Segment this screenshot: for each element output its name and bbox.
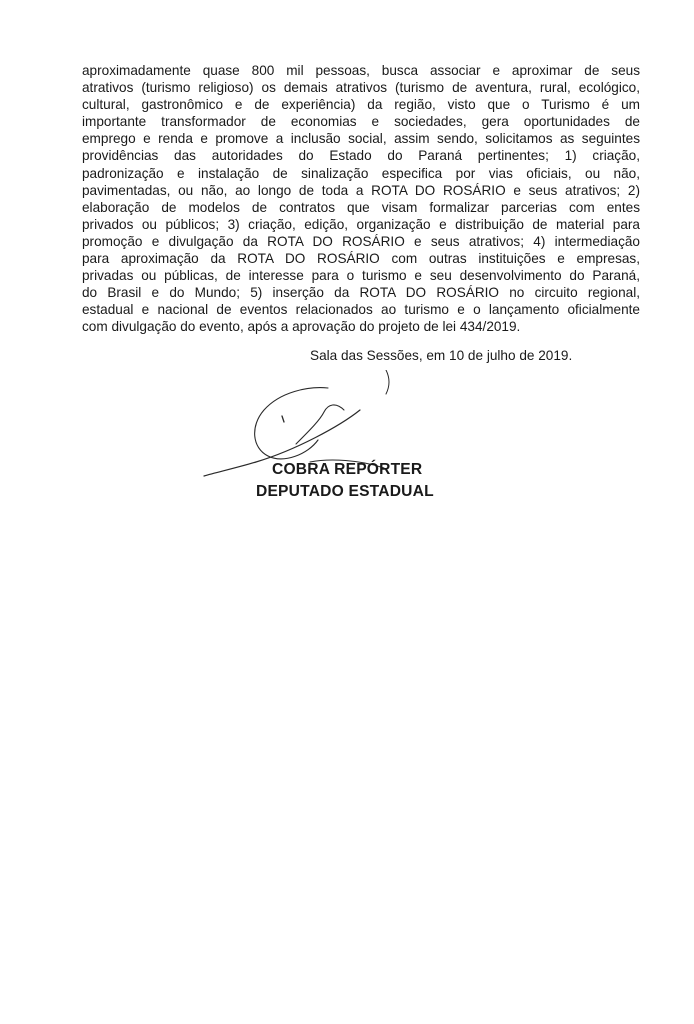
body-line: privadas ou públicas, de interesse para o turismo e seu desenvolvimento do Paraná, [82,268,640,284]
body-line: elaboração de modelos de contratos que visam formalizar parcerias com entes [82,199,640,215]
body-line: com divulgação do evento, após a aprovação do projeto de lei 434/2019. [82,319,521,335]
body-line: privados ou públicos; 3) criação, edição, organização e distribuição de material para [82,216,640,232]
signatory-name: COBRA REPÓRTER [272,461,423,478]
body-line: providências das autoridades do Estado do Paraná pertinentes; 1) criação, [82,148,640,164]
body-line: cultural, gastronômico e de experiência) da região, visto que o Turismo é um [82,97,640,113]
body-line: atrativos (turismo religioso) os demais atrativos (turismo de aventura, rural, ecológico, [82,80,640,96]
body-line: importante transformador de economias e sociedades, gera oportunidades de [82,114,640,130]
body-line: promoção e divulgação da ROTA DO ROSÁRIO e seus atrativos; 4) intermediação [82,233,640,249]
signatory-title: DEPUTADO ESTADUAL [256,483,434,500]
body-line: estadual e nacional de eventos relacionados ao turismo e o lançamento oficialmente [82,302,640,318]
body-line: do Brasil e do Mundo; 5) inserção da ROTA DO ROSÁRIO no circuito regional, [82,285,640,301]
body-paragraph [82,62,640,336]
place-date-line: Sala das Sessões, em 10 de julho de 2019. [310,348,573,363]
body-line: para aproximação da ROTA DO ROSÁRIO com outras instituições e empresas, [82,251,640,267]
body-line: emprego e renda e promove a inclusão social, assim sendo, solicitamos as seguintes [82,131,640,147]
body-line: pavimentadas, ou não, ao longo de toda a ROTA DO ROSÁRIO e seus atrativos; 2) [82,182,640,198]
body-line: padronização e instalação de sinalização especifica por vias oficiais, ou não, [82,165,640,181]
body-line: aproximadamente quase 800 mil pessoas, busca associar e aproximar de seus [82,63,640,78]
